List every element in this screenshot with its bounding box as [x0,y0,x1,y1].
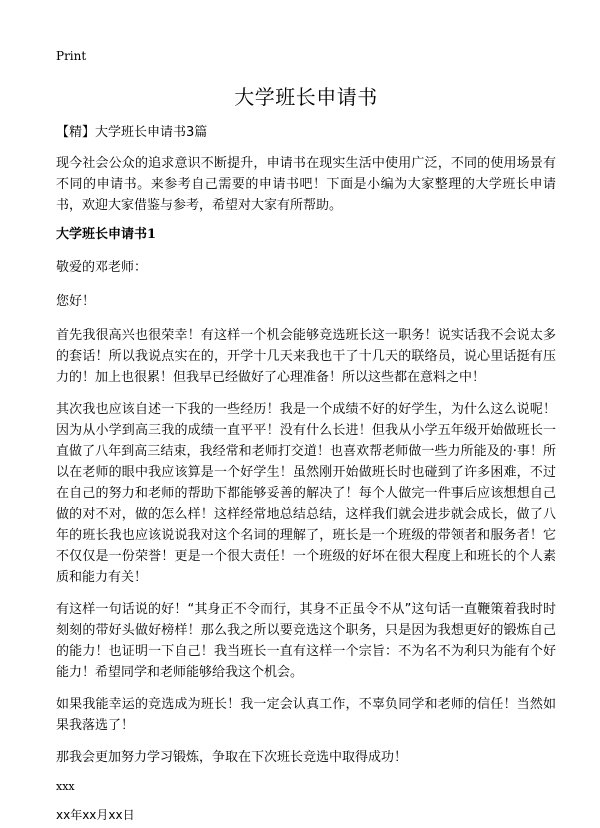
signature: xxx [56,780,75,793]
page-title: 大学班长申请书 [234,85,378,109]
salutation: 敬爱的邓老师： [56,260,148,275]
print-link[interactable]: Print [56,49,87,63]
body-paragraph-4: 如果我能幸运的竞选成为班长！我一定会认真工作，不辜负同学和老师的信任！当然如果我落选了！ [56,697,556,733]
body-paragraph-1: 首先我很高兴也很荣幸！有这样一个机会能够竞选班长这一职务！说实话我不会说太多的套话！所以我说点实在的，开学十几天来我也干了十几天的联络员，说心里话挺有压力的！加上也很累！但我早已经做好了心理准备！所以这些都在意料之中！ [56,328,556,385]
signature-date: xx年xx月xx日 [56,808,135,822]
intro-paragraph: 现今社会公众的追求意识不断提升，申请书在现实生活中使用广泛，不同的使用场景有不同的申请书。来参考自己需要的申请书吧！下面是小编为大家整理的大学班长申请书，欢迎大家借鉴与参考，希望对大家有所帮助。 [56,156,556,213]
greeting: 您好！ [56,294,96,309]
document-subtitle: 【精】大学班长申请书3篇 [56,125,208,140]
body-paragraph-5: 那我会更加努力学习锻炼，争取在下次班长竞选中取得成功！ [56,750,408,765]
section-heading: 大学班长申请书1 [56,227,157,242]
body-paragraph-3: 有这样一句话说的好！“其身正不令而行，其身不正虽令不从”这句话一直鞭策着我时时刻刻的带好头做好榜样！那么我之所以要竞选这个职务，只是因为我想更好的锻炼自己的能力！也证明一下自己！我当班长一直有这样一个宗旨：不为名不为利只为能有个好能力！希望同学和老师能够给我这个机会。 [56,602,556,680]
body-paragraph-2: 其次我也应该自述一下我的一些经历！我是一个成绩不好的好学生，为什么这么说呢！因为从小学到高三我的成绩一直平平！没有什么长进！但我从小学五年级开始做班长一直做了八年到高三结束，我经常和老师打交道！也喜欢帮老师做一些力所能及的·事！所以在老师的眼中我应该算是一个好学生！虽然刚开始做班长时也碰到了许多困难，不过在自己的努力和老师的帮助下都能够妥善的解决了！每个人做完一件事后应该想想自己做的对不对，做的怎么样！这样经常地总结总结，这样我们就会进步就会成长，做了八年的班长我也应该说说我对这个名词的理解了，班长是一个班级的带领者和服务者！它不仅仅是一份荣誉！更是一个很大责任！一个班级的好坏在很大程度上和班长的个人素质和能力有关！ [56,402,556,585]
